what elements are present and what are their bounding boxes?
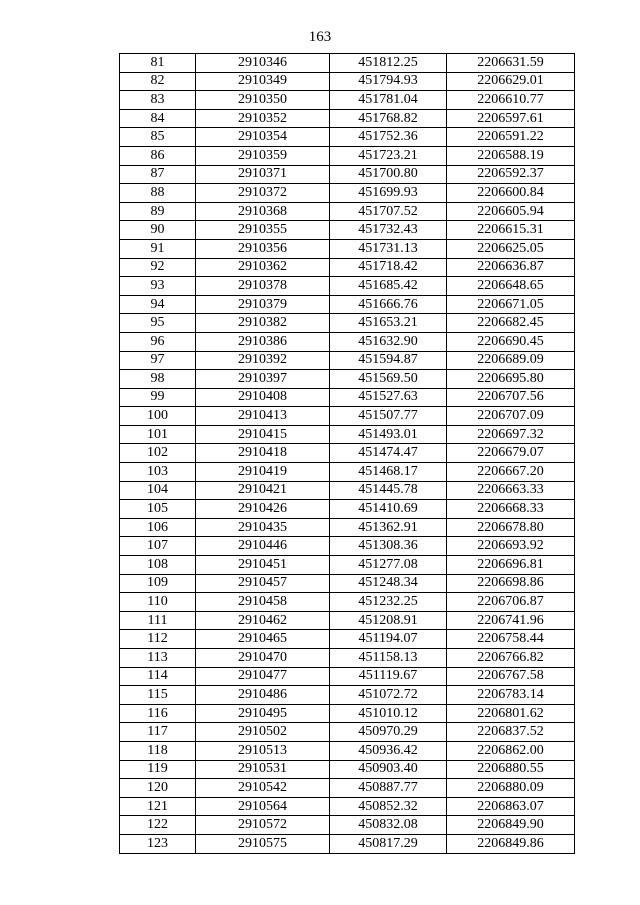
x-coordinate-cell: 450887.77 bbox=[330, 779, 447, 798]
y-coordinate-cell: 2206707.09 bbox=[447, 407, 575, 426]
table-row bbox=[120, 797, 575, 816]
row-number-cell: 97 bbox=[120, 351, 196, 370]
row-number-cell: 94 bbox=[120, 295, 196, 314]
point-id-cell: 2910419 bbox=[196, 463, 330, 482]
x-coordinate-cell: 451507.77 bbox=[330, 407, 447, 426]
row-number-cell: 103 bbox=[120, 463, 196, 482]
x-coordinate-cell: 450970.29 bbox=[330, 723, 447, 742]
y-coordinate-cell: 2206783.14 bbox=[447, 686, 575, 705]
row-number-cell: 84 bbox=[120, 109, 196, 128]
row-number-cell: 95 bbox=[120, 314, 196, 333]
row-number-cell: 99 bbox=[120, 388, 196, 407]
y-coordinate-cell: 2206588.19 bbox=[447, 146, 575, 165]
table-row bbox=[120, 314, 575, 333]
point-id-cell: 2910446 bbox=[196, 537, 330, 556]
table-row bbox=[120, 425, 575, 444]
y-coordinate-cell: 2206631.59 bbox=[447, 54, 575, 73]
row-number-cell: 93 bbox=[120, 277, 196, 296]
y-coordinate-cell: 2206605.94 bbox=[447, 202, 575, 221]
y-coordinate-cell: 2206625.05 bbox=[447, 239, 575, 258]
row-number-cell: 104 bbox=[120, 481, 196, 500]
point-id-cell: 2910349 bbox=[196, 72, 330, 91]
point-id-cell: 2910372 bbox=[196, 184, 330, 203]
row-number-cell: 105 bbox=[120, 500, 196, 519]
point-id-cell: 2910421 bbox=[196, 481, 330, 500]
point-id-cell: 2910477 bbox=[196, 667, 330, 686]
y-coordinate-cell: 2206696.81 bbox=[447, 556, 575, 575]
row-number-cell: 108 bbox=[120, 556, 196, 575]
point-id-cell: 2910486 bbox=[196, 686, 330, 705]
table-row bbox=[120, 741, 575, 760]
table-row bbox=[120, 834, 575, 853]
point-id-cell: 2910355 bbox=[196, 221, 330, 240]
x-coordinate-cell: 451208.91 bbox=[330, 611, 447, 630]
point-id-cell: 2910470 bbox=[196, 649, 330, 668]
row-number-cell: 102 bbox=[120, 444, 196, 463]
row-number-cell: 115 bbox=[120, 686, 196, 705]
y-coordinate-cell: 2206610.77 bbox=[447, 91, 575, 110]
x-coordinate-cell: 450936.42 bbox=[330, 741, 447, 760]
table-row bbox=[120, 388, 575, 407]
table-row bbox=[120, 202, 575, 221]
table-row bbox=[120, 574, 575, 593]
table-row bbox=[120, 109, 575, 128]
point-id-cell: 2910457 bbox=[196, 574, 330, 593]
y-coordinate-cell: 2206678.80 bbox=[447, 518, 575, 537]
table-row bbox=[120, 239, 575, 258]
point-id-cell: 2910386 bbox=[196, 332, 330, 351]
point-id-cell: 2910359 bbox=[196, 146, 330, 165]
x-coordinate-cell: 451527.63 bbox=[330, 388, 447, 407]
point-id-cell: 2910542 bbox=[196, 779, 330, 798]
x-coordinate-cell: 451812.25 bbox=[330, 54, 447, 73]
table-row bbox=[120, 370, 575, 389]
table-row bbox=[120, 611, 575, 630]
point-id-cell: 2910418 bbox=[196, 444, 330, 463]
y-coordinate-cell: 2206698.86 bbox=[447, 574, 575, 593]
row-number-cell: 113 bbox=[120, 649, 196, 668]
y-coordinate-cell: 2206671.05 bbox=[447, 295, 575, 314]
point-id-cell: 2910426 bbox=[196, 500, 330, 519]
table-row bbox=[120, 537, 575, 556]
y-coordinate-cell: 2206600.84 bbox=[447, 184, 575, 203]
point-id-cell: 2910356 bbox=[196, 239, 330, 258]
x-coordinate-cell: 451594.87 bbox=[330, 351, 447, 370]
point-id-cell: 2910346 bbox=[196, 54, 330, 73]
x-coordinate-cell: 450832.08 bbox=[330, 816, 447, 835]
row-number-cell: 82 bbox=[120, 72, 196, 91]
row-number-cell: 116 bbox=[120, 704, 196, 723]
x-coordinate-cell: 450817.29 bbox=[330, 834, 447, 853]
row-number-cell: 98 bbox=[120, 370, 196, 389]
point-id-cell: 2910352 bbox=[196, 109, 330, 128]
y-coordinate-cell: 2206693.92 bbox=[447, 537, 575, 556]
y-coordinate-cell: 2206668.33 bbox=[447, 500, 575, 519]
x-coordinate-cell: 451707.52 bbox=[330, 202, 447, 221]
table-row bbox=[120, 816, 575, 835]
x-coordinate-cell: 451445.78 bbox=[330, 481, 447, 500]
point-id-cell: 2910572 bbox=[196, 816, 330, 835]
x-coordinate-cell: 451474.47 bbox=[330, 444, 447, 463]
table-row bbox=[120, 165, 575, 184]
point-id-cell: 2910513 bbox=[196, 741, 330, 760]
point-id-cell: 2910379 bbox=[196, 295, 330, 314]
table-row bbox=[120, 779, 575, 798]
y-coordinate-cell: 2206629.01 bbox=[447, 72, 575, 91]
y-coordinate-cell: 2206689.09 bbox=[447, 351, 575, 370]
x-coordinate-cell: 451158.13 bbox=[330, 649, 447, 668]
y-coordinate-cell: 2206697.32 bbox=[447, 425, 575, 444]
x-coordinate-cell: 451248.34 bbox=[330, 574, 447, 593]
y-coordinate-cell: 2206615.31 bbox=[447, 221, 575, 240]
point-id-cell: 2910382 bbox=[196, 314, 330, 333]
point-id-cell: 2910564 bbox=[196, 797, 330, 816]
row-number-cell: 110 bbox=[120, 593, 196, 612]
row-number-cell: 121 bbox=[120, 797, 196, 816]
x-coordinate-cell: 450903.40 bbox=[330, 760, 447, 779]
x-coordinate-cell: 451685.42 bbox=[330, 277, 447, 296]
point-id-cell: 2910378 bbox=[196, 277, 330, 296]
x-coordinate-cell: 451632.90 bbox=[330, 332, 447, 351]
point-id-cell: 2910462 bbox=[196, 611, 330, 630]
row-number-cell: 90 bbox=[120, 221, 196, 240]
y-coordinate-cell: 2206767.58 bbox=[447, 667, 575, 686]
table-row bbox=[120, 277, 575, 296]
x-coordinate-cell: 451781.04 bbox=[330, 91, 447, 110]
table-row bbox=[120, 667, 575, 686]
table-row bbox=[120, 146, 575, 165]
x-coordinate-cell: 451308.36 bbox=[330, 537, 447, 556]
x-coordinate-cell: 451569.50 bbox=[330, 370, 447, 389]
y-coordinate-cell: 2206863.07 bbox=[447, 797, 575, 816]
y-coordinate-cell: 2206758.44 bbox=[447, 630, 575, 649]
x-coordinate-cell: 451653.21 bbox=[330, 314, 447, 333]
row-number-cell: 120 bbox=[120, 779, 196, 798]
table-row bbox=[120, 444, 575, 463]
table-row bbox=[120, 481, 575, 500]
table-row bbox=[120, 463, 575, 482]
y-coordinate-cell: 2206741.96 bbox=[447, 611, 575, 630]
table-row bbox=[120, 258, 575, 277]
page-number: 163 bbox=[308, 29, 332, 45]
point-id-cell: 2910458 bbox=[196, 593, 330, 612]
y-coordinate-cell: 2206880.09 bbox=[447, 779, 575, 798]
point-id-cell: 2910415 bbox=[196, 425, 330, 444]
row-number-cell: 114 bbox=[120, 667, 196, 686]
x-coordinate-cell: 451768.82 bbox=[330, 109, 447, 128]
point-id-cell: 2910362 bbox=[196, 258, 330, 277]
y-coordinate-cell: 2206679.07 bbox=[447, 444, 575, 463]
x-coordinate-cell: 451752.36 bbox=[330, 128, 447, 147]
x-coordinate-cell: 451718.42 bbox=[330, 258, 447, 277]
row-number-cell: 81 bbox=[120, 54, 196, 73]
table-row bbox=[120, 54, 575, 73]
x-coordinate-cell: 451194.07 bbox=[330, 630, 447, 649]
row-number-cell: 123 bbox=[120, 834, 196, 853]
y-coordinate-cell: 2206597.61 bbox=[447, 109, 575, 128]
row-number-cell: 87 bbox=[120, 165, 196, 184]
row-number-cell: 100 bbox=[120, 407, 196, 426]
x-coordinate-cell: 451232.25 bbox=[330, 593, 447, 612]
x-coordinate-cell: 451010.12 bbox=[330, 704, 447, 723]
table-row bbox=[120, 184, 575, 203]
x-coordinate-cell: 451468.17 bbox=[330, 463, 447, 482]
row-number-cell: 117 bbox=[120, 723, 196, 742]
y-coordinate-cell: 2206648.65 bbox=[447, 277, 575, 296]
row-number-cell: 101 bbox=[120, 425, 196, 444]
y-coordinate-cell: 2206849.86 bbox=[447, 834, 575, 853]
table-row bbox=[120, 649, 575, 668]
table-row bbox=[120, 556, 575, 575]
row-number-cell: 109 bbox=[120, 574, 196, 593]
x-coordinate-cell: 451723.21 bbox=[330, 146, 447, 165]
y-coordinate-cell: 2206592.37 bbox=[447, 165, 575, 184]
point-id-cell: 2910350 bbox=[196, 91, 330, 110]
table-row bbox=[120, 704, 575, 723]
point-id-cell: 2910531 bbox=[196, 760, 330, 779]
table-row bbox=[120, 91, 575, 110]
row-number-cell: 89 bbox=[120, 202, 196, 221]
table-row bbox=[120, 332, 575, 351]
y-coordinate-cell: 2206706.87 bbox=[447, 593, 575, 612]
point-id-cell: 2910371 bbox=[196, 165, 330, 184]
x-coordinate-cell: 451699.93 bbox=[330, 184, 447, 203]
point-id-cell: 2910502 bbox=[196, 723, 330, 742]
point-id-cell: 2910354 bbox=[196, 128, 330, 147]
table-row bbox=[120, 760, 575, 779]
x-coordinate-cell: 451493.01 bbox=[330, 425, 447, 444]
y-coordinate-cell: 2206690.45 bbox=[447, 332, 575, 351]
row-number-cell: 107 bbox=[120, 537, 196, 556]
point-id-cell: 2910408 bbox=[196, 388, 330, 407]
x-coordinate-cell: 451731.13 bbox=[330, 239, 447, 258]
table-row bbox=[120, 593, 575, 612]
y-coordinate-cell: 2206849.90 bbox=[447, 816, 575, 835]
point-id-cell: 2910465 bbox=[196, 630, 330, 649]
y-coordinate-cell: 2206591.22 bbox=[447, 128, 575, 147]
row-number-cell: 91 bbox=[120, 239, 196, 258]
row-number-cell: 119 bbox=[120, 760, 196, 779]
row-number-cell: 85 bbox=[120, 128, 196, 147]
x-coordinate-cell: 451072.72 bbox=[330, 686, 447, 705]
row-number-cell: 118 bbox=[120, 741, 196, 760]
point-id-cell: 2910495 bbox=[196, 704, 330, 723]
x-coordinate-cell: 451410.69 bbox=[330, 500, 447, 519]
x-coordinate-cell: 451362.91 bbox=[330, 518, 447, 537]
x-coordinate-cell: 451732.43 bbox=[330, 221, 447, 240]
point-id-cell: 2910368 bbox=[196, 202, 330, 221]
x-coordinate-cell: 451666.76 bbox=[330, 295, 447, 314]
table-row bbox=[120, 723, 575, 742]
row-number-cell: 111 bbox=[120, 611, 196, 630]
row-number-cell: 88 bbox=[120, 184, 196, 203]
row-number-cell: 86 bbox=[120, 146, 196, 165]
y-coordinate-cell: 2206667.20 bbox=[447, 463, 575, 482]
y-coordinate-cell: 2206801.62 bbox=[447, 704, 575, 723]
point-id-cell: 2910397 bbox=[196, 370, 330, 389]
table-row bbox=[120, 518, 575, 537]
coordinates-table bbox=[119, 53, 575, 854]
y-coordinate-cell: 2206695.80 bbox=[447, 370, 575, 389]
point-id-cell: 2910451 bbox=[196, 556, 330, 575]
y-coordinate-cell: 2206663.33 bbox=[447, 481, 575, 500]
table-row bbox=[120, 407, 575, 426]
y-coordinate-cell: 2206766.82 bbox=[447, 649, 575, 668]
point-id-cell: 2910392 bbox=[196, 351, 330, 370]
table-row bbox=[120, 500, 575, 519]
table-row bbox=[120, 351, 575, 370]
table-row bbox=[120, 128, 575, 147]
x-coordinate-cell: 451794.93 bbox=[330, 72, 447, 91]
row-number-cell: 92 bbox=[120, 258, 196, 277]
row-number-cell: 106 bbox=[120, 518, 196, 537]
row-number-cell: 96 bbox=[120, 332, 196, 351]
row-number-cell: 122 bbox=[120, 816, 196, 835]
x-coordinate-cell: 451119.67 bbox=[330, 667, 447, 686]
point-id-cell: 2910435 bbox=[196, 518, 330, 537]
point-id-cell: 2910575 bbox=[196, 834, 330, 853]
table-row bbox=[120, 295, 575, 314]
x-coordinate-cell: 450852.32 bbox=[330, 797, 447, 816]
x-coordinate-cell: 451277.08 bbox=[330, 556, 447, 575]
point-id-cell: 2910413 bbox=[196, 407, 330, 426]
y-coordinate-cell: 2206880.55 bbox=[447, 760, 575, 779]
table-row bbox=[120, 72, 575, 91]
y-coordinate-cell: 2206636.87 bbox=[447, 258, 575, 277]
row-number-cell: 83 bbox=[120, 91, 196, 110]
table-row bbox=[120, 221, 575, 240]
y-coordinate-cell: 2206682.45 bbox=[447, 314, 575, 333]
table-row bbox=[120, 686, 575, 705]
x-coordinate-cell: 451700.80 bbox=[330, 165, 447, 184]
y-coordinate-cell: 2206707.56 bbox=[447, 388, 575, 407]
row-number-cell: 112 bbox=[120, 630, 196, 649]
table-row bbox=[120, 630, 575, 649]
y-coordinate-cell: 2206862.00 bbox=[447, 741, 575, 760]
y-coordinate-cell: 2206837.52 bbox=[447, 723, 575, 742]
coordinates-table-body bbox=[120, 54, 575, 854]
